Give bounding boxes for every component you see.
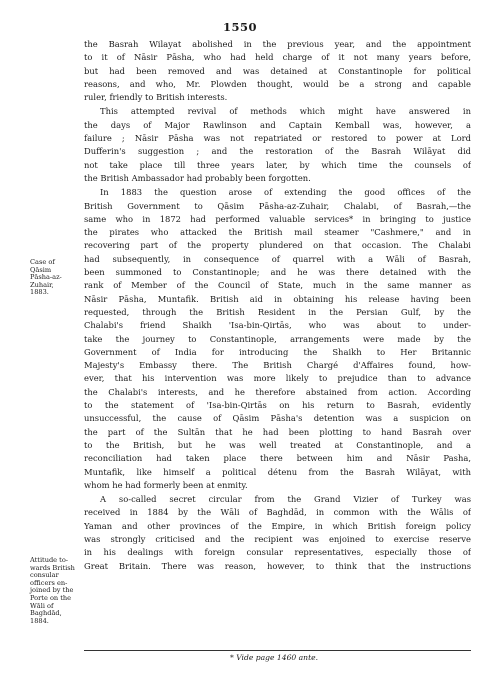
text-line: Nāsir Pāsha, Muntafik. British aid in obtaining his release having been — [84, 293, 471, 304]
margin-note-line: consular — [30, 571, 59, 580]
text-line: the British Ambassador had probably been forgotten. — [84, 172, 311, 183]
margin-note-line: Pāsha-az- — [30, 273, 62, 282]
text-line: rank of Member of the Council of State, much in the same manner as — [84, 280, 471, 291]
margin-note-line: joined by the — [30, 586, 74, 595]
page-number: 1550 — [222, 20, 257, 34]
margin-note-line: Wāli of — [30, 601, 54, 610]
footnote: * Vide page 1460 ante. — [230, 653, 319, 662]
text-line: to it of Nāsir Pāsha, who had held charge of it not many years before, — [84, 52, 471, 63]
text-line: the Chalabi's interests, and he therefore abstained from action. According — [84, 386, 471, 397]
text-line: Muntafik, like himself a political détenu from the Basrah Wilāyat, with — [84, 466, 471, 477]
text-line: Chalabi's friend Shaikh 'Isa-bin-Qirtās, who was about to under- — [84, 320, 471, 331]
text-line: requested, through the British Resident in the Persian Gulf, by the — [84, 306, 471, 317]
text-line: whom he had formerly been at enmity. — [84, 479, 248, 490]
text-line: the part of the Sultān that he had been plotting to hand Basrah over — [84, 426, 471, 437]
text-line: had subsequently, in consequence of quarrel with a Wāli of Basrah, — [84, 253, 471, 264]
margin-note-line: Zuhair, — [30, 280, 54, 289]
margin-note-line: 1883. — [30, 288, 49, 297]
text-line: reasons, and who, Mr. Plowden thought, would be a strong and capable — [84, 78, 471, 89]
text-line: but had been removed and was detained at Constantinople for political — [84, 65, 471, 76]
text-line: This attempted revival of methods which might have answered in — [100, 106, 471, 117]
text-line: Great Britain. There was reason, however, to think that the instructions — [84, 560, 471, 571]
margin-note-line: Qāsim — [30, 265, 52, 274]
text-line: been summoned to Constantinople; and he was there detained with the — [84, 267, 471, 278]
margin-note-line: 1884. — [30, 616, 49, 625]
body-text — [84, 38, 471, 573]
text-line: to the British, but he was well treated at Constantinople, and a — [84, 439, 471, 450]
margin-note-secret-circular — [30, 557, 75, 625]
text-line: Yaman and other provinces of the Empire, in which British foreign policy — [84, 520, 471, 531]
text-line: A so-called secret circular from the Grand Vizier of Turkey was — [100, 494, 471, 505]
text-line: ruler, friendly to British interests. — [84, 92, 228, 103]
text-line: the Basrah Wilayat abolished in the previous year, and the appointment — [84, 39, 471, 49]
text-line: Government of India for introducing the Shaikh to Her Britannic — [84, 346, 471, 357]
text-line: the days of Major Rawlinson and Captain Kemball was, however, a — [84, 119, 471, 130]
text-line: reconciliation had taken place there between him and Nāsir Pasha, — [84, 453, 471, 464]
text-line: failure ; Nāsir Pāsha was not repatriated or restored to power at Lord — [84, 133, 471, 144]
text-line: received in 1884 by the Wāli of Baghdād, in common with the Wālis of — [84, 507, 471, 518]
text-line: not take place till three years later, by which time the counsels of — [84, 159, 471, 170]
text-line: recovering part of the property plundered on that occasion. The Chalabi — [84, 240, 471, 251]
margin-note-line: Case of — [30, 258, 55, 266]
text-line: in his dealings with foreign consular representatives, especially those of — [84, 547, 471, 558]
margin-note-qasim-pasha — [30, 259, 62, 297]
text-line: Dufferin's suggestion ; and the restoration of the Basrah Wilāyat did — [84, 146, 471, 157]
text-line: Majesty's Embassy there. The British Chargé d'Affaires found, how- — [84, 360, 471, 371]
text-line: the pirates who attacked the British mail steamer "Cashmere," and in — [84, 227, 471, 238]
text-line: take the journey to Constantinople, arrangements were made by the — [84, 333, 471, 344]
footnote-rule — [84, 650, 471, 651]
margin-note-line: Baghdād, — [30, 609, 62, 618]
margin-note-line: Porte on the — [30, 593, 72, 602]
text-line: to the statement of 'Isa-bin-Qirtās on his return to Basrah, evidently — [84, 400, 471, 411]
text-line: same who in 1872 had performed valuable services* in bringing to justice — [84, 213, 471, 224]
margin-note-line: Attitude to- — [30, 556, 69, 564]
text-line: British Government to Qāsim Pāsha-az-Zuhair, Chalabi, of Basrah,—the — [84, 200, 471, 211]
text-line: In 1883 the question arose of extending the good offices of the — [100, 187, 471, 198]
text-line: was strongly criticised and the recipient was enjoined to exercise reserve — [84, 533, 471, 544]
margin-note-line: officers en- — [30, 578, 68, 587]
margin-note-line: wards British — [30, 563, 75, 572]
text-line: unsuccessful, the cause of Qāsim Pāsha's detention was a suspicion on — [84, 413, 471, 424]
text-line: ever, that his intervention was more likely to prejudice than to advance — [84, 373, 471, 384]
